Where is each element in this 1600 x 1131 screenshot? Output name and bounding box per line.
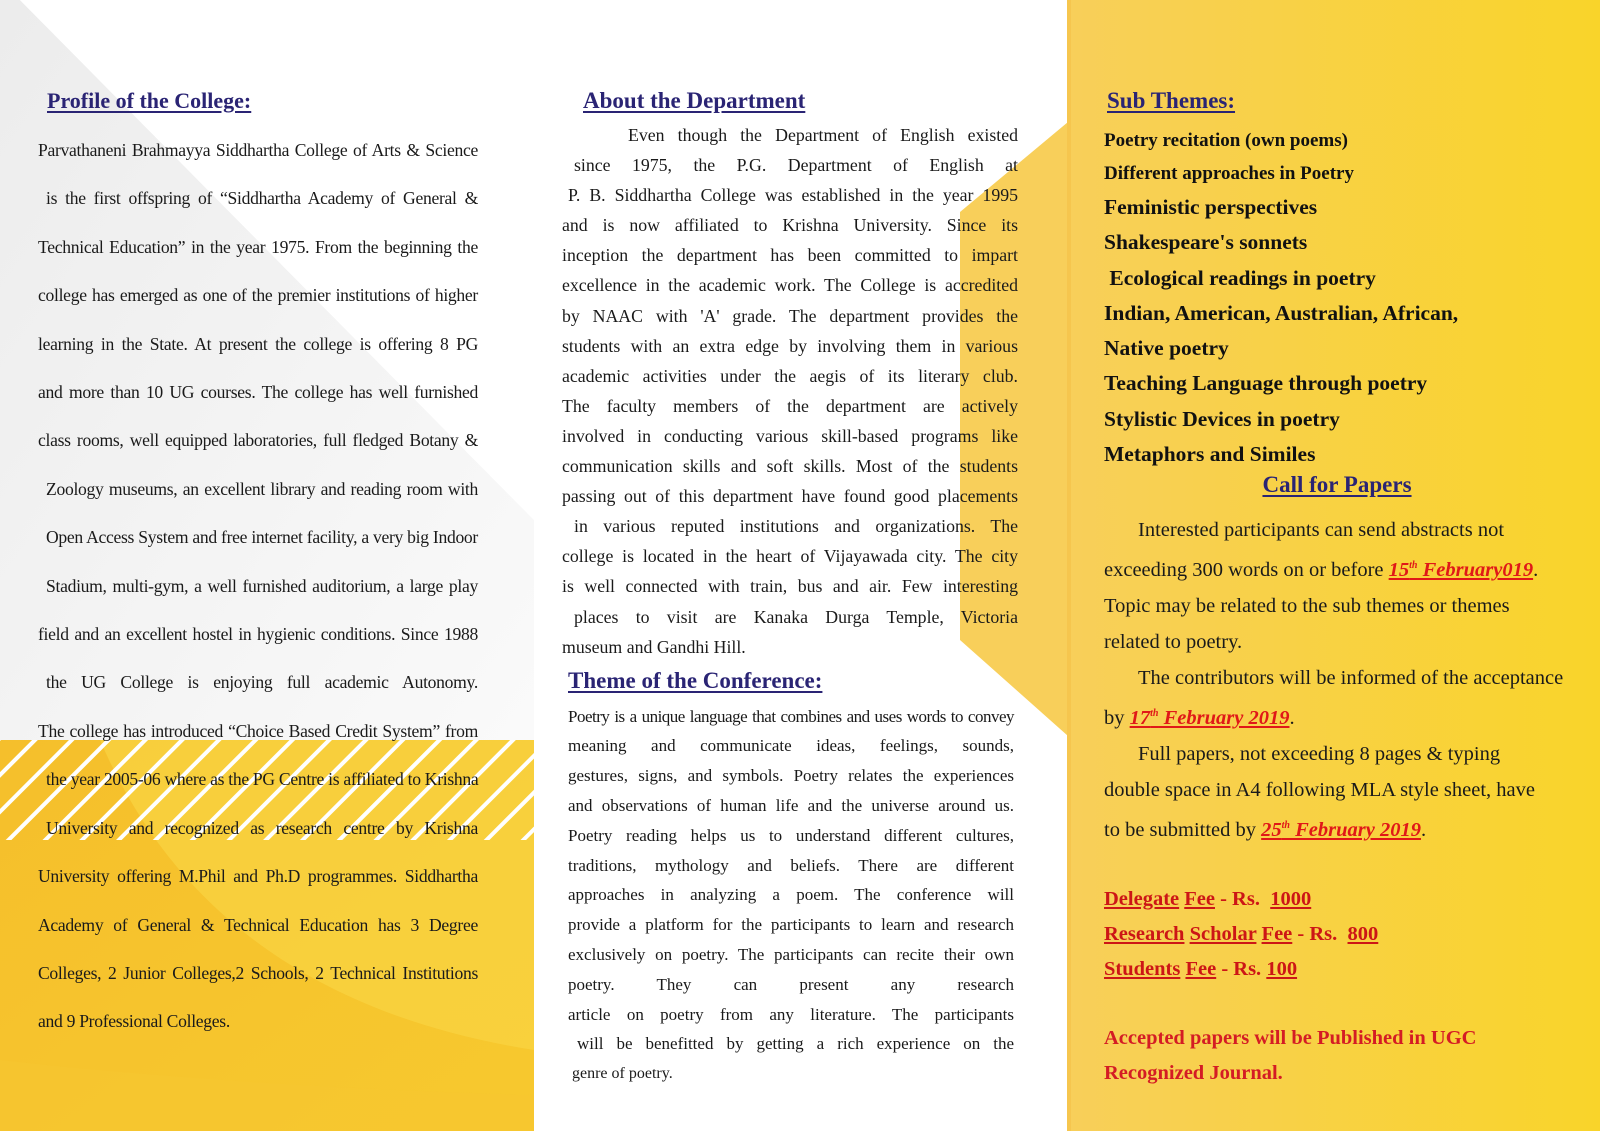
department-line: is well connected with train, bus and air. Few interesting [562,576,1018,597]
department-line: passing out of this department have found good placements [562,486,1018,507]
sub-theme-item: Poetry recitation (own poems) [1104,130,1348,151]
sub-themes-list [1104,124,1574,472]
full-paper-date [1261,819,1421,841]
abstract-date-suffix: th [1409,560,1418,572]
profile-line: Academy of General & Technical Education has 3 Degree [38,914,478,935]
theme-line: poetry. They can present any research [568,974,1014,994]
fee-word: Scholar [1189,922,1257,945]
profile-line: Technical Education” in the year 1975. From the beginning the [38,236,478,257]
theme-line: meaning and communicate ideas, feelings, sounds, [568,736,1014,756]
department-line: excellence in the academic work. The College is accredited [562,275,1018,296]
profile-line: Zoology museums, an excellent library and reading room with [46,478,478,499]
full-paper-period: . [1420,818,1427,841]
call-for-papers-heading: Call for Papers [1262,472,1412,498]
college-profile-section [38,88,478,1046]
sub-theme-item: Metaphors and Similes [1104,442,1316,467]
department-line: museum and Gandhi Hill. [562,636,746,657]
fee-amount: 100 [1266,957,1298,980]
topic-line: Topic may be related to the sub themes or themes [1104,595,1510,618]
profile-line: learning in the State. At present the college is offering 8 PG [38,333,478,354]
acceptance-date-suffix: th [1150,708,1159,720]
fee-separator: - Rs. [1214,887,1271,910]
fee-research-scholar [1104,917,1574,952]
profile-line: University and recognized as research centre by Krishna [46,817,478,838]
theme-line: will be benefitted by getting a rich experience on the [577,1034,1014,1054]
full-paper-line: Full papers, not exceeding 8 pages & typing [1138,743,1501,766]
profile-line: college has emerged as one of the premier institutions of higher [38,285,478,306]
department-line: and is now affiliated to Krishna University. Since its [562,215,1018,236]
department-line: since 1975, the P.G. Department of English at [574,155,1018,176]
profile-line: and 9 Professional Colleges. [38,1011,230,1032]
profile-line: The college has introduced “Choice Based Credit System” from [38,720,478,741]
about-department-heading: About the Department [583,88,806,113]
full-paper-line: double space in A4 following MLA style sheet, have [1104,779,1535,802]
department-line: by NAAC with 'A' grade. The department provides the [562,305,1018,326]
full-paper-deadline-line [1104,808,1574,848]
profile-line: Stadium, multi-gym, a well furnished auditorium, a large play [46,575,478,596]
theme-line: traditions, mythology and beliefs. There are different [568,855,1014,875]
abstract-deadline-line [1104,548,1574,588]
department-line: in various reputed institutions and organizations. The [574,516,1018,537]
profile-line: is the first offspring of “Siddhartha Academy of General & [46,188,478,209]
department-line: places to visit are Kanaka Durga Temple, Victoria [574,606,1018,627]
profile-line: Parvathaneni Brahmayya Siddhartha College of Arts & Science [38,140,478,160]
department-line: The faculty members of the department are actively [562,395,1018,416]
theme-line: genre of poetry. [572,1065,673,1083]
profile-line: the UG College is enjoying full academic Autonomy. [46,672,478,693]
profile-line: the year 2005-06 where as the PG Centre is affiliated to Krishna [46,769,479,790]
acceptance-line: The contributors will be informed of the acceptance [1138,667,1564,690]
fee-delegate [1104,882,1574,917]
call-for-papers-section [1104,88,1574,1111]
acceptance-date-line [1104,696,1574,736]
sub-theme-item: Stylistic Devices in poetry [1104,406,1340,431]
theme-line: and observations of human life and the universe around us. [568,796,1014,816]
sub-theme-item: Ecological readings in poetry [1104,265,1376,290]
acceptance-prefix: by [1104,707,1130,730]
fee-word: Students [1104,957,1181,980]
fee-word: Delegate [1104,887,1180,910]
theme-line: provide a platform for the participants to learn and research [568,915,1014,935]
profile-line: Colleges, 2 Junior Colleges,2 Schools, 2 Technical Institutions [38,962,478,983]
department-line: involved in conducting various skill-based programs like [562,425,1018,446]
sub-theme-item: Teaching Language through poetry [1104,371,1428,396]
conference-theme-body [568,702,1014,1089]
college-profile-body [38,126,478,1046]
sub-theme-item: Different approaches in Poetry [1104,163,1354,184]
abstract-deadline-period: . [1533,559,1539,582]
theme-line: gestures, signs, and symbols. Poetry relates the experiences [568,766,1014,786]
theme-line: Poetry is a unique language that combines and uses words to convey [568,706,1014,726]
theme-line: article on poetry from any literature. The participants [568,1004,1014,1024]
call-for-papers-body [1104,512,1574,847]
profile-line: University offering M.Phil and Ph.D programmes. Siddhartha [38,866,478,887]
theme-line: Poetry reading helps us to understand different cultures, [568,825,1014,845]
department-section [562,88,1026,1089]
acceptance-date-month: February 2019 [1158,707,1290,730]
department-line: students with an extra edge by involving them in various [562,335,1018,356]
topic-line: related to poetry. [1104,631,1243,654]
sub-theme-item: Indian, American, Australian, African, [1104,300,1459,325]
publication-note: Accepted papers will be Published in UGC Recognized Journal. [1104,1026,1477,1084]
full-paper-date-month: February 2019 [1290,818,1421,841]
fee-separator: - Rs. [1216,957,1267,980]
abstract-date-day: 15 [1388,559,1410,582]
profile-line: Open Access System and free internet facility, a very big Indoor [46,527,478,548]
department-line: inception the department has been committed to impart [562,245,1018,266]
fee-word: Research [1104,922,1185,945]
full-paper-prefix: to be submitted by [1104,818,1262,841]
fee-word: Fee [1261,922,1293,945]
profile-line: class rooms, well equipped laboratories, full fledged Botany & [38,430,478,451]
acceptance-date-day: 17 [1129,707,1151,730]
fee-students [1104,952,1574,987]
acceptance-date [1130,707,1290,729]
fee-amount: 800 [1347,922,1379,945]
sub-theme-item: Native poetry [1104,336,1229,361]
department-line: college is located in the heart of Vijayawada city. The city [562,546,1018,567]
profile-line: and more than 10 UG courses. The college has well furnished [38,382,478,403]
profile-line: field and an excellent hostel in hygienic conditions. Since 1988 [38,624,478,645]
conference-theme-heading: Theme of the Conference: [568,667,823,693]
sub-theme-item: Shakespeare's sonnets [1104,230,1308,255]
full-paper-date-suffix: th [1281,820,1290,832]
abstract-date-month: February019 [1417,559,1534,582]
fee-amount: 1000 [1270,887,1312,910]
theme-line: approaches in analyzing a poem. The conference will [568,885,1014,905]
fee-separator: - Rs. [1292,922,1348,945]
fee-word: Fee [1185,957,1217,980]
full-paper-date-day: 25 [1261,818,1282,841]
acceptance-period: . [1289,707,1295,730]
college-profile-heading: Profile of the College: [47,88,252,113]
sub-themes-heading: Sub Themes: [1107,88,1236,113]
abstract-deadline-prefix: exceeding 300 words on or before [1104,559,1389,582]
department-line: P. B. Siddhartha College was established in the year 1995 [568,185,1018,206]
department-line: communication skills and soft skills. Most of the students [562,456,1018,477]
abstract-deadline-date [1389,559,1533,581]
theme-line: exclusively on poetry. The participants can recite their own [568,945,1014,965]
sub-theme-item: Feministic perspectives [1104,195,1318,219]
registration-fees [1104,882,1574,987]
abstract-line: Interested participants can send abstracts not [1138,519,1505,542]
about-department-body [562,120,1018,662]
fee-word: Fee [1184,887,1215,910]
department-line: academic activities under the aegis of its literary club. [562,365,1018,386]
department-line: Even though the Department of English existed [628,125,1018,145]
